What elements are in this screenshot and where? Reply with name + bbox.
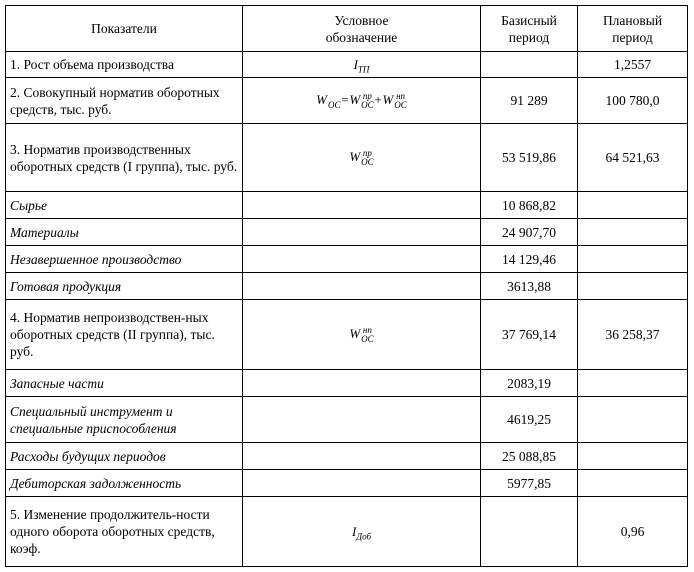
symbol-subscript: ТП bbox=[357, 64, 370, 75]
table-row bbox=[6, 124, 688, 192]
header-base-text: Базисный период bbox=[501, 12, 557, 45]
formula-np-oc: нп ОС bbox=[361, 325, 374, 344]
symbol-cell bbox=[243, 219, 481, 246]
plan-value bbox=[578, 246, 688, 273]
plan-value bbox=[578, 192, 688, 219]
symbol-letter: I bbox=[352, 524, 357, 539]
base-value: 24 907,70 bbox=[481, 219, 578, 246]
header-symbol-text: Условное обозначение bbox=[325, 12, 398, 45]
formula-pr-oc: пр ОС bbox=[361, 91, 374, 110]
base-value bbox=[481, 52, 578, 78]
base-value: 14 129,46 bbox=[481, 246, 578, 273]
formula-w: W bbox=[349, 148, 361, 164]
formula-np-oc: нп ОС bbox=[394, 91, 407, 110]
header-symbol bbox=[243, 6, 481, 52]
base-value: 10 868,82 bbox=[481, 192, 578, 219]
row-label: 2. Совокупный норматив оборотных средств, тыс. руб. bbox=[6, 78, 243, 124]
base-value: 2083,19 bbox=[481, 370, 578, 397]
formula-total bbox=[243, 78, 481, 124]
plan-value: 36 258,37 bbox=[578, 300, 688, 370]
table-row bbox=[6, 470, 688, 497]
formula-w: W bbox=[349, 325, 361, 341]
base-value: 37 769,14 bbox=[481, 300, 578, 370]
plan-value: 0,96 bbox=[578, 497, 688, 567]
row-label: Сырье bbox=[6, 192, 243, 219]
row-label: 1. Рост объема производства bbox=[6, 52, 243, 78]
plan-value bbox=[578, 273, 688, 300]
header-plan-text: Плановый период bbox=[602, 12, 663, 45]
row-label: Расходы будущих периодов bbox=[6, 443, 243, 470]
header-plan bbox=[578, 6, 688, 52]
table-row bbox=[6, 52, 688, 78]
formula-w: W bbox=[316, 91, 328, 107]
symbol-cell bbox=[243, 52, 481, 78]
symbol-letter: I bbox=[353, 57, 358, 72]
row-label: Запасные части bbox=[6, 370, 243, 397]
formula-eq: = bbox=[340, 91, 350, 107]
table-row bbox=[6, 78, 688, 124]
symbol-cell bbox=[243, 397, 481, 443]
plan-value: 100 780,0 bbox=[578, 78, 688, 124]
symbol-cell bbox=[243, 192, 481, 219]
symbol-subscript: Доб bbox=[356, 531, 371, 542]
symbol-cell bbox=[243, 443, 481, 470]
table-row bbox=[6, 397, 688, 443]
table-row bbox=[6, 273, 688, 300]
formula-production bbox=[243, 124, 481, 192]
formula-plus: + bbox=[373, 91, 383, 107]
plan-value: 64 521,63 bbox=[578, 124, 688, 192]
symbol-cell bbox=[243, 470, 481, 497]
table-row bbox=[6, 219, 688, 246]
plan-value bbox=[578, 370, 688, 397]
formula-nonproduction bbox=[243, 300, 481, 370]
table-row bbox=[6, 497, 688, 567]
row-label: 3. Норматив производственных оборотных средств (I группа), тыс. руб. bbox=[6, 124, 243, 192]
plan-value bbox=[578, 470, 688, 497]
symbol-cell bbox=[243, 273, 481, 300]
table-row bbox=[6, 246, 688, 273]
symbol-cell bbox=[243, 370, 481, 397]
header-indicators: Показатели bbox=[6, 6, 243, 52]
table-row bbox=[6, 443, 688, 470]
base-value bbox=[481, 497, 578, 567]
plan-value: 1,2557 bbox=[578, 52, 688, 78]
base-value: 53 519,86 bbox=[481, 124, 578, 192]
row-label: Материалы bbox=[6, 219, 243, 246]
formula-w2: W bbox=[349, 91, 361, 107]
row-label: Незавершенное производство bbox=[6, 246, 243, 273]
plan-value bbox=[578, 443, 688, 470]
row-label: 4. Норматив непроизводствен-ных оборотных средств (II группа), тыс. руб. bbox=[6, 300, 243, 370]
header-row bbox=[6, 6, 688, 52]
formula-w3: W bbox=[382, 91, 394, 107]
row-label: Специальный инструмент и специальные приспособления bbox=[6, 397, 243, 443]
working-capital-table bbox=[5, 5, 688, 567]
formula-pr-oc: пр ОС bbox=[361, 148, 374, 167]
formula-sub-oc: ОС bbox=[328, 100, 341, 110]
row-label: Готовая продукция bbox=[6, 273, 243, 300]
symbol-cell bbox=[243, 246, 481, 273]
table-row bbox=[6, 300, 688, 370]
base-value: 91 289 bbox=[481, 78, 578, 124]
header-base bbox=[481, 6, 578, 52]
row-label: Дебиторская задолженность bbox=[6, 470, 243, 497]
symbol-cell bbox=[243, 497, 481, 567]
plan-value bbox=[578, 219, 688, 246]
base-value: 4619,25 bbox=[481, 397, 578, 443]
table-row bbox=[6, 192, 688, 219]
base-value: 3613,88 bbox=[481, 273, 578, 300]
base-value: 5977,85 bbox=[481, 470, 578, 497]
base-value: 25 088,85 bbox=[481, 443, 578, 470]
table-row bbox=[6, 370, 688, 397]
plan-value bbox=[578, 397, 688, 443]
row-label: 5. Изменение продолжитель-ности одного оборота оборотных средств, коэф. bbox=[6, 497, 243, 567]
